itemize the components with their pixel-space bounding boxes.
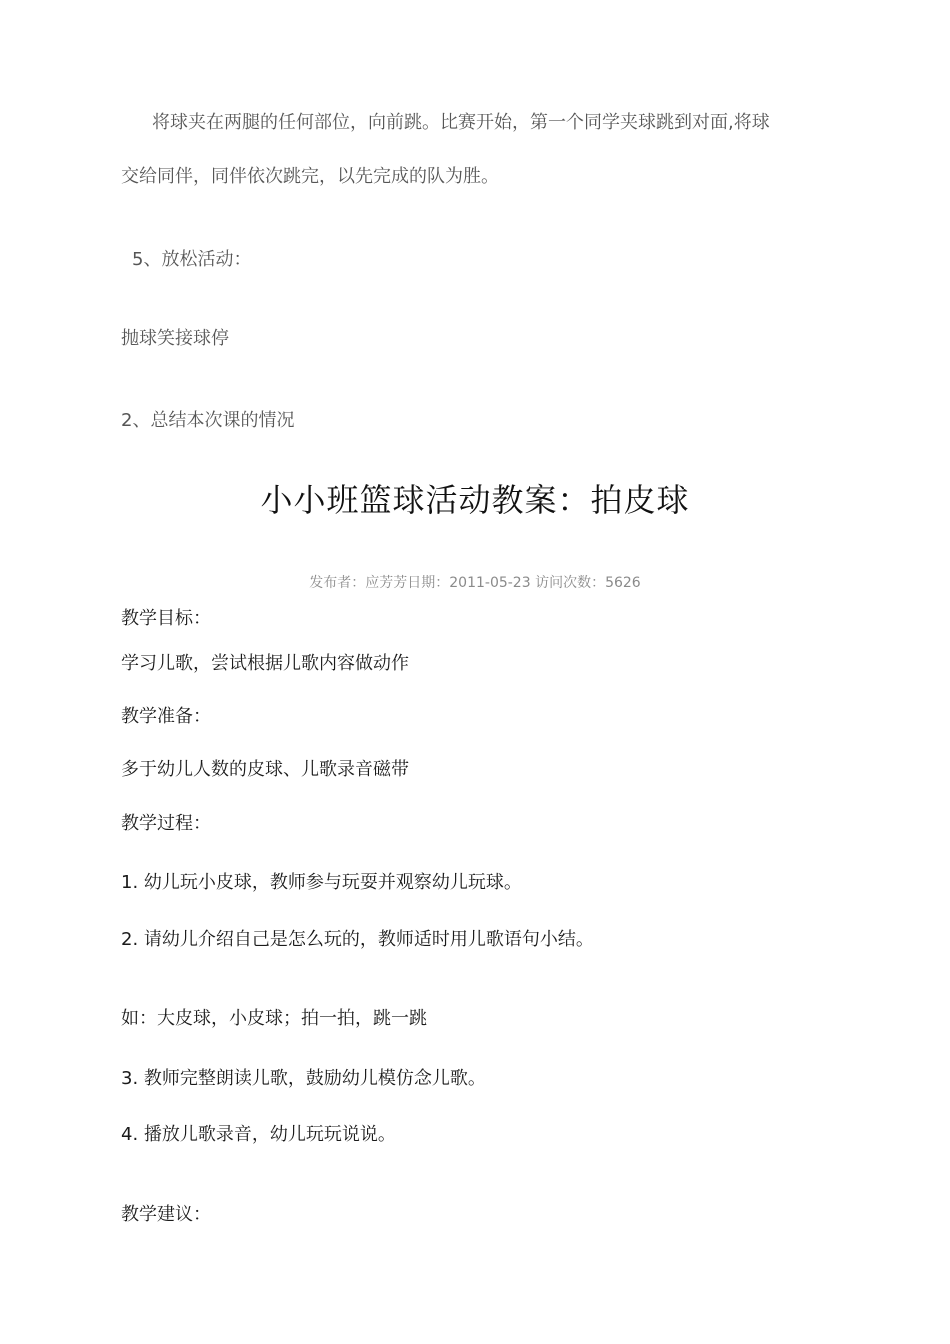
process-step-2: 2. 请幼儿介绍自己是怎么玩的，教师适时用儿歌语句小结。 — [121, 929, 594, 950]
example-text: 如：大皮球，小皮球；拍一拍，跳一跳 — [121, 1008, 427, 1029]
process-step-3: 3. 教师完整朗读儿歌，鼓励幼儿模仿念儿歌。 — [121, 1068, 486, 1089]
goal-heading: 教学目标： — [121, 608, 211, 629]
paragraph-line-2: 交给同伴，同伴依次跳完，以先完成的队为胜。 — [121, 166, 499, 187]
summary-item: 2、总结本次课的情况 — [121, 410, 295, 431]
process-heading: 教学过程： — [121, 813, 211, 834]
advice-heading: 教学建议： — [121, 1204, 211, 1225]
goal-text: 学习儿歌，尝试根据儿歌内容做动作 — [121, 653, 409, 674]
process-step-1: 1. 幼儿玩小皮球，教师参与玩耍并观察幼儿玩球。 — [121, 872, 522, 893]
section-heading-relax: 5、放松活动： — [132, 249, 252, 270]
prep-text: 多于幼儿人数的皮球、儿歌录音磁带 — [121, 759, 409, 780]
paragraph-line-1: 将球夹在两腿的任何部位，向前跳。比赛开始，第一个同学夹球跳到对面,将球 — [152, 112, 770, 133]
article-meta: 发布者：应芳芳日期：2011-05-23 访问次数：5626 — [309, 575, 641, 591]
game-name: 抛球笑接球停 — [121, 328, 229, 349]
article-title: 小小班篮球活动教案：拍皮球 — [260, 481, 690, 519]
process-step-4: 4. 播放儿歌录音，幼儿玩玩说说。 — [121, 1124, 396, 1145]
prep-heading: 教学准备： — [121, 706, 211, 727]
